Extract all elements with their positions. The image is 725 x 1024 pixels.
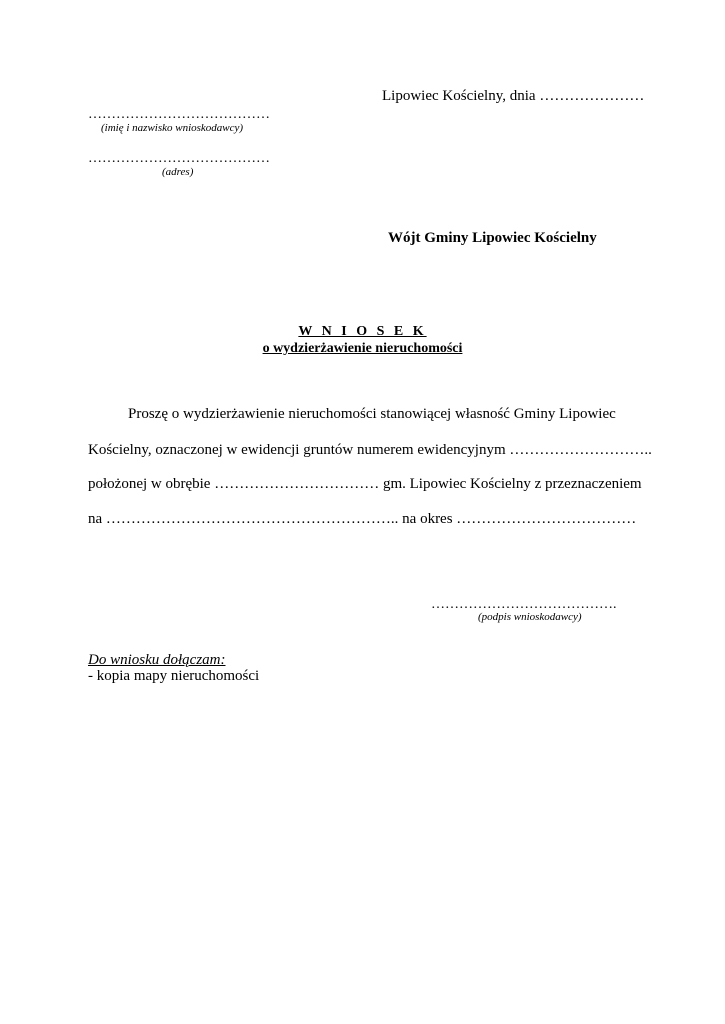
attachment-item: - kopia mapy nieruchomości — [88, 668, 260, 684]
applicant-address-field: ………………………………… — [88, 151, 270, 166]
body-line-4: na ………………………………………………….. na okres ……………………………… — [88, 511, 637, 527]
document-subtitle: o wydzierżawienie nieruchomości — [262, 341, 463, 356]
document-title: W N I O S E K — [298, 324, 427, 339]
applicant-name-field: ………………………………… — [88, 107, 270, 122]
applicant-address-caption: (adres) — [162, 166, 194, 178]
attachments-heading: Do wniosku dołączam: — [88, 652, 226, 668]
signature-field: …………………………………. — [431, 597, 617, 612]
body-line-1: Proszę o wydzierżawienie nieruchomości stanowiącej własność Gminy Lipowiec — [128, 406, 616, 422]
recipient: Wójt Gminy Lipowiec Kościelny — [388, 230, 597, 246]
body-line-3: położonej w obrębie …………………………… gm. Lipowiec Kościelny z przeznaczeniem — [88, 476, 642, 492]
signature-caption: (podpis wnioskodawcy) — [478, 611, 582, 623]
applicant-name-caption: (imię i nazwisko wnioskodawcy) — [101, 122, 244, 134]
body-line-2: Kościelny, oznaczonej w ewidencji gruntów numerem ewidencyjnym ……………………….. — [88, 442, 652, 458]
place-date-line: Lipowiec Kościelny, dnia ………………… — [382, 88, 645, 104]
